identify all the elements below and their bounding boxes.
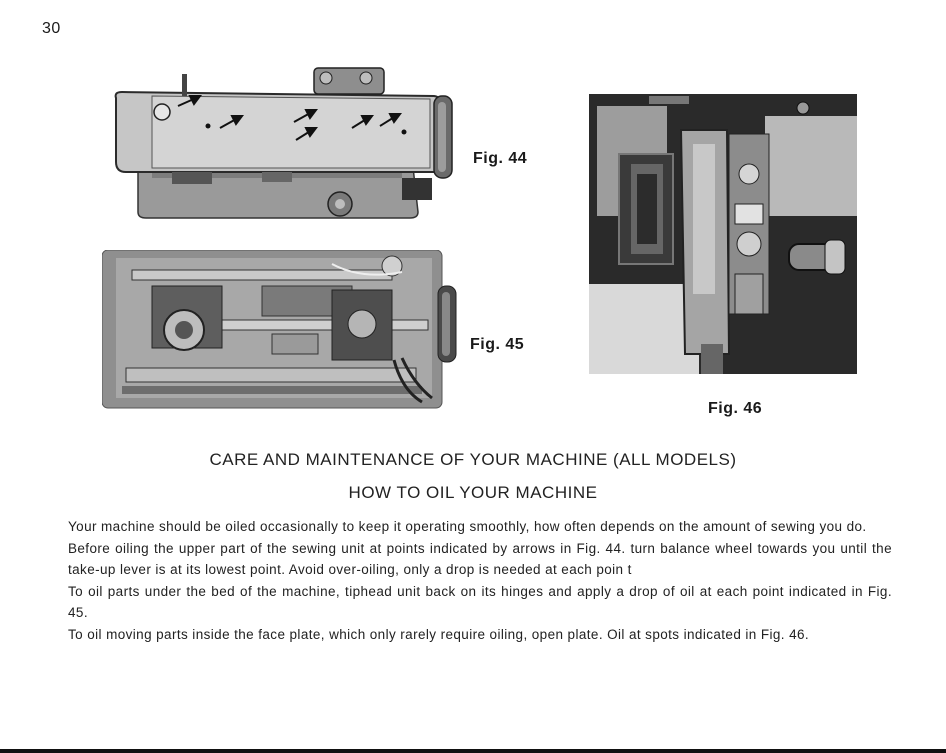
section-title: CARE AND MAINTENANCE OF YOUR MACHINE (ALL MODELS)	[209, 450, 737, 469]
page-bottom-edge	[0, 749, 946, 753]
figure-46-caption: Fig. 46	[708, 400, 763, 417]
figure-45-photo	[102, 250, 458, 410]
paragraph: To oil moving parts inside the face plate, which only rarely require oiling, open plate. Oil at spots indicated in Fig. 46.	[68, 626, 810, 642]
figure-45-caption: Fig. 45	[470, 336, 525, 353]
page-number: 30	[42, 20, 61, 37]
paragraph: Your machine should be oiled occasionally to keep it operating smoothly, how often depends on the amount of sewing you do.	[68, 519, 867, 534]
figure-44-photo	[112, 66, 457, 226]
paragraph: Before oiling the upper part of the sewing unit at points indicated by arrows in Fig. 44. turn balance wheel towards you until the take-up lever is at its lowest point. Avoid over-oiling, only a drop is needed at each poin t	[68, 540, 892, 577]
figure-46-photo	[589, 94, 857, 374]
figure-44-caption: Fig. 44	[473, 150, 528, 167]
section-subtitle: HOW TO OIL YOUR MACHINE	[348, 483, 598, 502]
paragraph: To oil parts under the bed of the machine, tiphead unit back on its hinges and apply a drop of oil at each point indicated in Fig. 45.	[68, 583, 892, 620]
instructions-body	[68, 516, 892, 645]
